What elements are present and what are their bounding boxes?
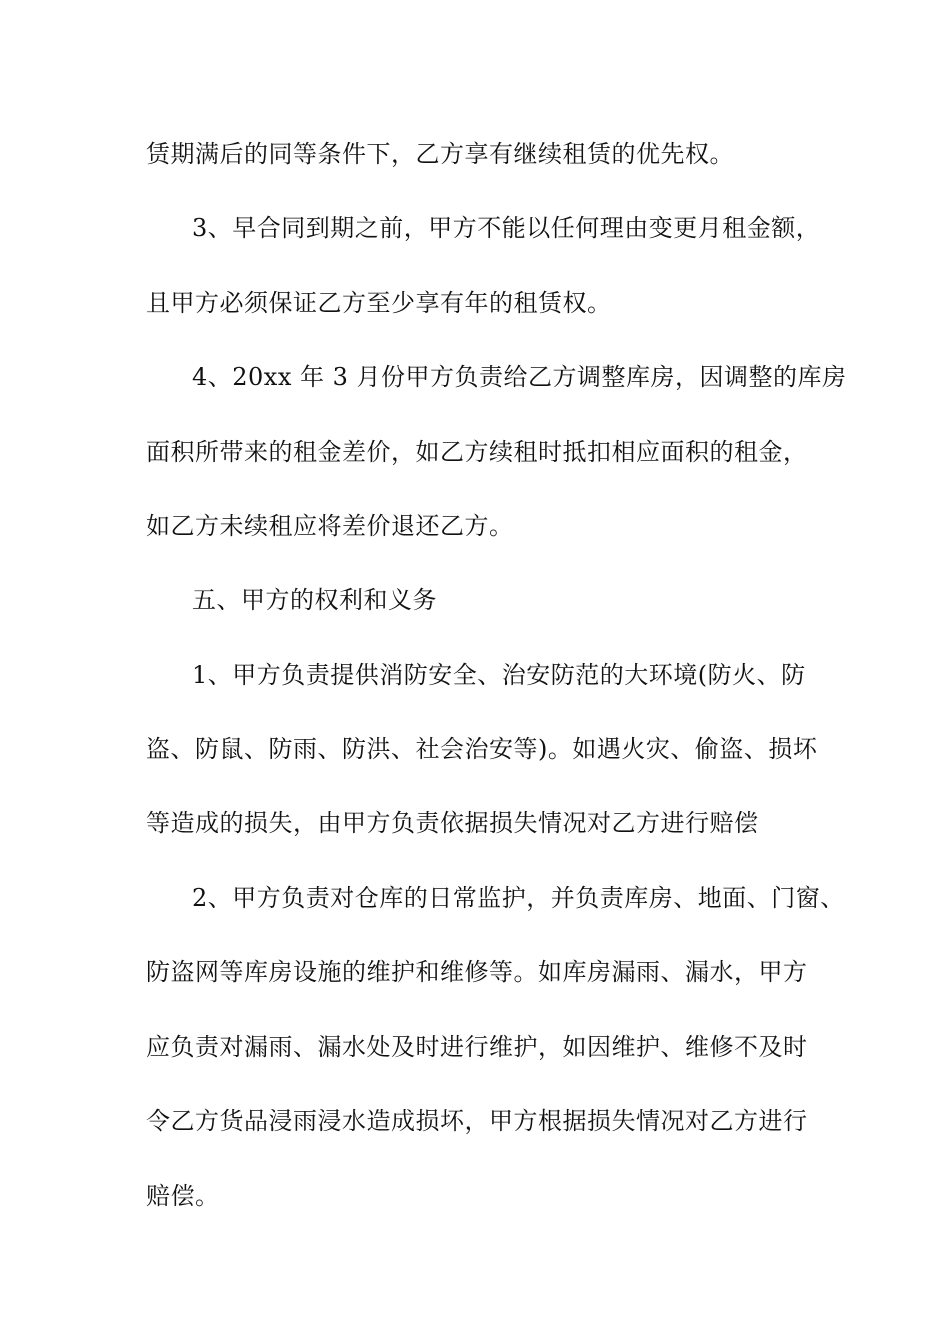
section-5-clause-1-line-3: 等造成的损失，由甲方负责依据损失情况对乙方进行赔偿 <box>146 809 759 837</box>
section-5-clause-2-line-1: 2、甲方负责对仓库的日常监护，并负责库房、地面、门窗、 <box>192 884 845 912</box>
section-5-clause-2-line-4: 令乙方货品浸雨浸水造成损坏，甲方根据损失情况对乙方进行 <box>146 1107 808 1135</box>
clause-4-line-3: 如乙方未续租应将差价退还乙方。 <box>146 512 514 540</box>
clause-3-line-2: 且甲方必须保证乙方至少享有年的租赁权。 <box>146 289 612 317</box>
clause-4-line-2: 面积所带来的租金差价，如乙方续租时抵扣相应面积的租金， <box>146 438 808 466</box>
section-5-clause-2-line-5: 赔偿。 <box>146 1182 220 1210</box>
section-5-clause-2-line-2: 防盗网等库房设施的维护和维修等。如库房漏雨、漏水，甲方 <box>146 958 808 986</box>
section-5-clause-1-line-2: 盗、防鼠、防雨、防洪、社会治安等)。如遇火灾、偷盗、损坏 <box>146 735 818 763</box>
section-5-clause-2-line-3: 应负责对漏雨、漏水处及时进行维护，如因维护、维修不及时 <box>146 1033 808 1061</box>
clause-4-line-1: 4、20xx 年 3 月份甲方负责给乙方调整库房，因调整的库房 <box>192 363 847 391</box>
section-5-heading: 五、甲方的权利和义务 <box>192 586 437 614</box>
clause-3-line-1: 3、早合同到期之前，甲方不能以任何理由变更月租金额， <box>192 214 821 242</box>
section-5-clause-1-line-1: 1、甲方负责提供消防安全、治安防范的大环境(防火、防 <box>192 661 806 689</box>
text-line-continuation: 赁期满后的同等条件下，乙方享有继续租赁的优先权。 <box>146 140 734 168</box>
